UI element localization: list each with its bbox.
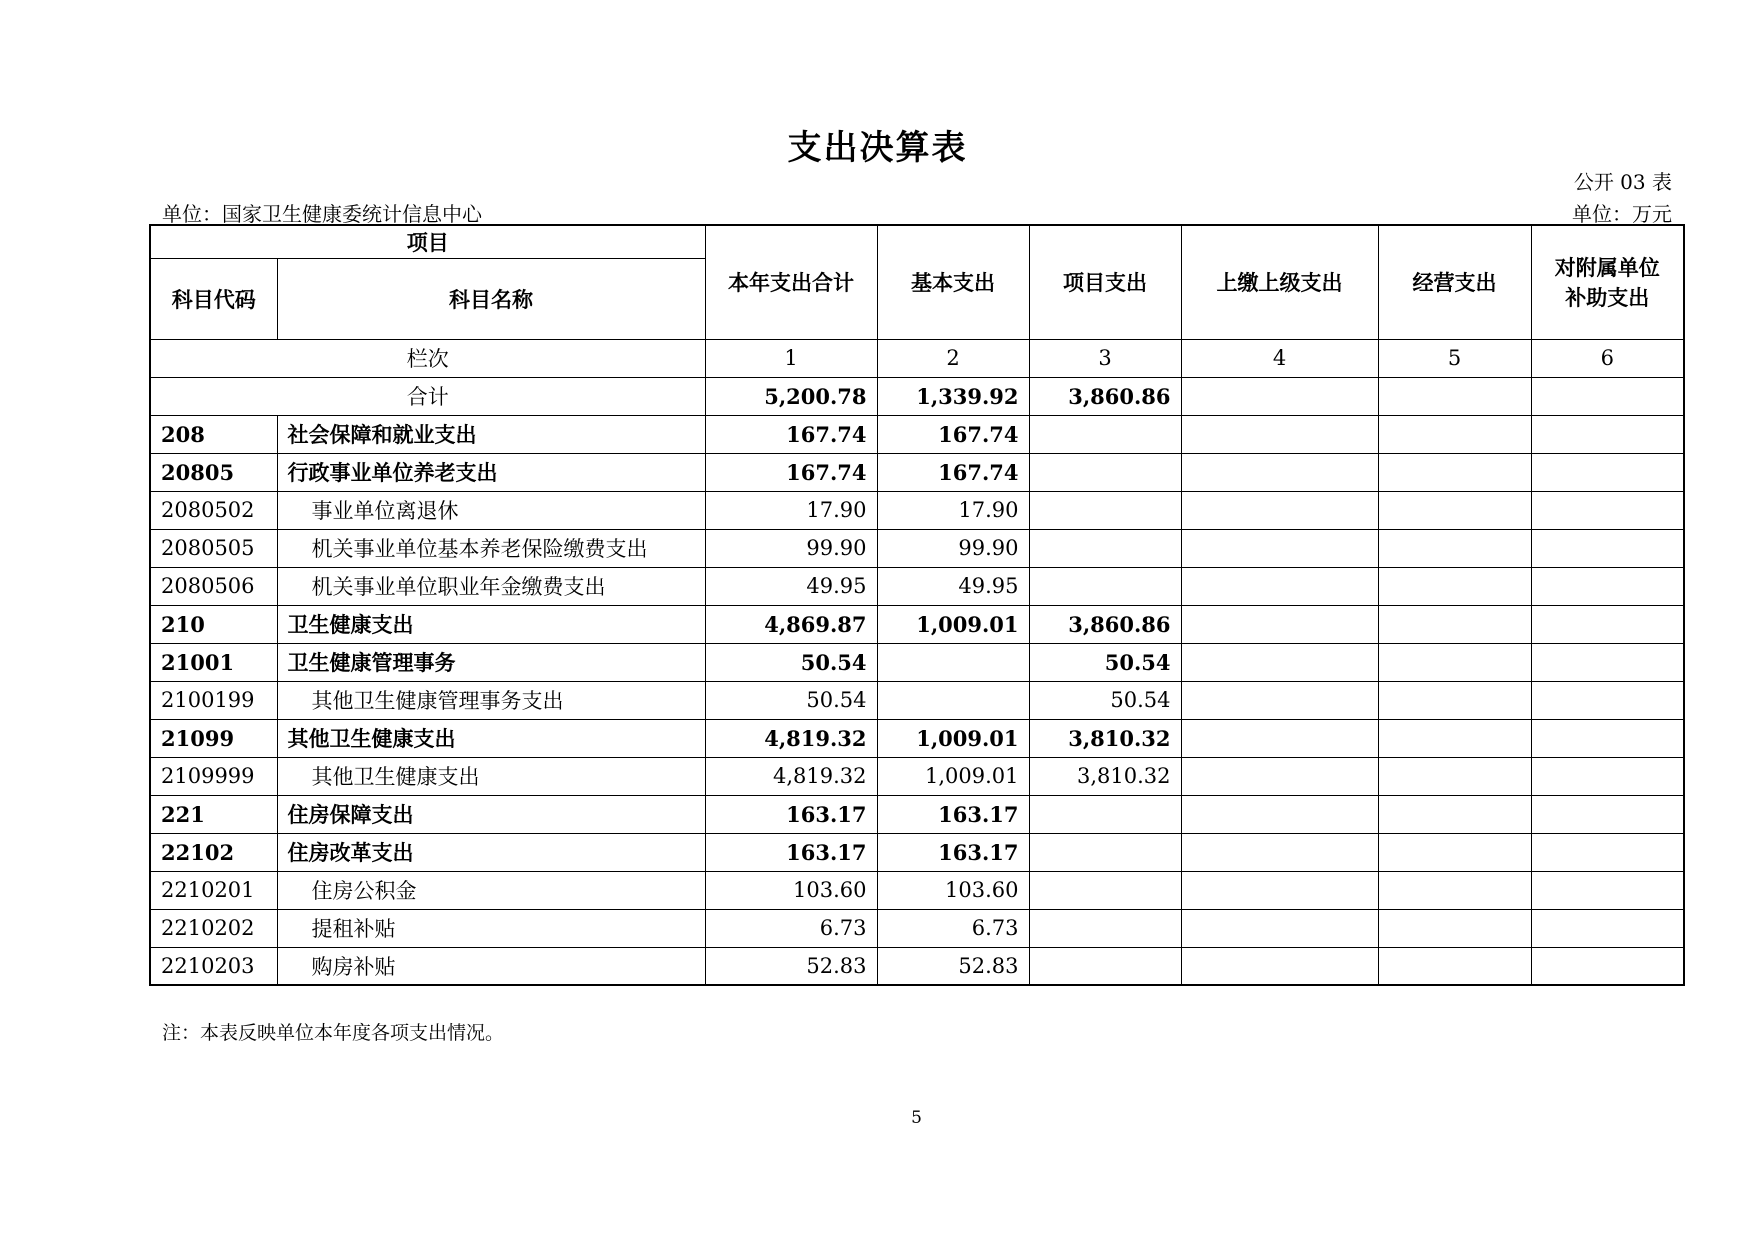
table-row [150, 681, 1684, 719]
amount-cell: 167.74 [705, 415, 877, 453]
header-name: 科目名称 [277, 258, 705, 339]
subject-name: 其他卫生健康管理事务支出 [277, 681, 705, 719]
amount-cell: 4,819.32 [705, 719, 877, 757]
amount-cell: 17.90 [705, 491, 877, 529]
table-row [150, 719, 1684, 757]
amount-cell [1378, 719, 1531, 757]
reporting-unit: 单位：国家卫生健康委统计信息中心 [162, 202, 482, 226]
subject-name: 购房补贴 [277, 947, 705, 985]
amount-cell [1378, 567, 1531, 605]
amount-cell [1531, 719, 1684, 757]
amount-cell [1181, 757, 1378, 795]
amount-cell [877, 643, 1029, 681]
amount-cell: 4,819.32 [705, 757, 877, 795]
amount-cell: 163.17 [877, 833, 1029, 871]
header-business: 经营支出 [1378, 225, 1531, 339]
amount-cell [1029, 833, 1181, 871]
table-row [150, 567, 1684, 605]
amount-cell [1181, 453, 1378, 491]
subject-name: 提租补贴 [277, 909, 705, 947]
amount-cell: 49.95 [705, 567, 877, 605]
column-number-label: 栏次 [150, 339, 705, 377]
amount-cell [1029, 909, 1181, 947]
amount-cell [877, 681, 1029, 719]
amount-cell: 6.73 [877, 909, 1029, 947]
amount-cell [1378, 909, 1531, 947]
total-value: 3,860.86 [1029, 377, 1181, 415]
header-subsidy-line2: 补助支出 [1565, 286, 1650, 311]
currency-unit: 单位：万元 [1572, 202, 1672, 226]
expenditure-table [149, 224, 1685, 986]
amount-cell: 99.90 [877, 529, 1029, 567]
column-number: 4 [1181, 339, 1378, 377]
amount-cell [1181, 947, 1378, 985]
amount-cell [1029, 795, 1181, 833]
table-row [150, 757, 1684, 795]
amount-cell [1531, 833, 1684, 871]
amount-cell [1531, 947, 1684, 985]
total-value: 5,200.78 [705, 377, 877, 415]
amount-cell [1181, 529, 1378, 567]
subject-name: 其他卫生健康支出 [277, 719, 705, 757]
subject-code: 21001 [150, 643, 277, 681]
amount-cell: 99.90 [705, 529, 877, 567]
amount-cell [1029, 567, 1181, 605]
amount-cell: 103.60 [705, 871, 877, 909]
header-project: 项目支出 [1029, 225, 1181, 339]
column-number-row [150, 339, 1684, 377]
amount-cell [1029, 491, 1181, 529]
table-row [150, 947, 1684, 985]
subject-code: 22102 [150, 833, 277, 871]
table-row [150, 415, 1684, 453]
amount-cell [1029, 871, 1181, 909]
column-number: 2 [877, 339, 1029, 377]
table-row [150, 871, 1684, 909]
amount-cell [1531, 909, 1684, 947]
subject-code: 2210202 [150, 909, 277, 947]
subject-code: 2080502 [150, 491, 277, 529]
amount-cell: 50.54 [1029, 681, 1181, 719]
amount-cell [1181, 909, 1378, 947]
total-value: 1,339.92 [877, 377, 1029, 415]
amount-cell: 163.17 [877, 795, 1029, 833]
amount-cell [1531, 871, 1684, 909]
amount-cell [1531, 529, 1684, 567]
total-label: 合计 [150, 377, 705, 415]
amount-cell [1181, 795, 1378, 833]
amount-cell [1378, 681, 1531, 719]
total-value [1378, 377, 1531, 415]
header-total: 本年支出合计 [705, 225, 877, 339]
header-subsidy-line1: 对附属单位 [1554, 256, 1660, 281]
subject-code: 2100199 [150, 681, 277, 719]
column-number: 6 [1531, 339, 1684, 377]
amount-cell: 17.90 [877, 491, 1029, 529]
table-row [150, 795, 1684, 833]
subject-name: 机关事业单位职业年金缴费支出 [277, 567, 705, 605]
amount-cell [1029, 453, 1181, 491]
amount-cell [1531, 415, 1684, 453]
amount-cell: 52.83 [705, 947, 877, 985]
subject-name: 事业单位离退休 [277, 491, 705, 529]
amount-cell: 50.54 [705, 681, 877, 719]
amount-cell [1378, 643, 1531, 681]
amount-cell: 163.17 [705, 795, 877, 833]
subject-code: 2109999 [150, 757, 277, 795]
subject-code: 221 [150, 795, 277, 833]
amount-cell [1378, 871, 1531, 909]
column-number: 1 [705, 339, 877, 377]
amount-cell: 1,009.01 [877, 719, 1029, 757]
table-row [150, 453, 1684, 491]
amount-cell [1378, 605, 1531, 643]
page-title: 支出决算表 [787, 128, 968, 168]
amount-cell [1181, 415, 1378, 453]
amount-cell: 163.17 [705, 833, 877, 871]
amount-cell: 167.74 [877, 453, 1029, 491]
amount-cell [1181, 719, 1378, 757]
amount-cell [1378, 833, 1531, 871]
amount-cell [1531, 605, 1684, 643]
amount-cell [1181, 491, 1378, 529]
subject-code: 2210203 [150, 947, 277, 985]
subject-name: 行政事业单位养老支出 [277, 453, 705, 491]
amount-cell [1029, 529, 1181, 567]
subject-code: 21099 [150, 719, 277, 757]
amount-cell [1531, 453, 1684, 491]
amount-cell [1378, 795, 1531, 833]
subject-code: 2080506 [150, 567, 277, 605]
subject-code: 208 [150, 415, 277, 453]
subject-name: 卫生健康管理事务 [277, 643, 705, 681]
amount-cell: 4,869.87 [705, 605, 877, 643]
amount-cell: 52.83 [877, 947, 1029, 985]
amount-cell [1531, 643, 1684, 681]
amount-cell [1181, 681, 1378, 719]
subject-name: 住房保障支出 [277, 795, 705, 833]
amount-cell: 167.74 [705, 453, 877, 491]
total-value [1181, 377, 1378, 415]
amount-cell [1029, 415, 1181, 453]
amount-cell: 50.54 [1029, 643, 1181, 681]
amount-cell [1378, 529, 1531, 567]
column-number: 5 [1378, 339, 1531, 377]
subject-code: 2080505 [150, 529, 277, 567]
header-item: 项目 [150, 225, 705, 258]
amount-cell: 50.54 [705, 643, 877, 681]
subject-name: 其他卫生健康支出 [277, 757, 705, 795]
table-note: 注：本表反映单位本年度各项支出情况。 [162, 1022, 505, 1044]
form-number: 公开 03 表 [1573, 170, 1672, 194]
amount-cell [1181, 605, 1378, 643]
subject-name: 住房公积金 [277, 871, 705, 909]
amount-cell: 6.73 [705, 909, 877, 947]
amount-cell [1378, 947, 1531, 985]
amount-cell [1181, 833, 1378, 871]
amount-cell [1181, 567, 1378, 605]
subject-name: 社会保障和就业支出 [277, 415, 705, 453]
amount-cell [1378, 757, 1531, 795]
page-number: 5 [911, 1108, 922, 1128]
amount-cell [1378, 453, 1531, 491]
table-row [150, 529, 1684, 567]
amount-cell [1378, 415, 1531, 453]
amount-cell [1181, 871, 1378, 909]
subject-name: 卫生健康支出 [277, 605, 705, 643]
amount-cell: 103.60 [877, 871, 1029, 909]
amount-cell [1531, 491, 1684, 529]
header-upper: 上缴上级支出 [1181, 225, 1378, 339]
amount-cell: 3,810.32 [1029, 719, 1181, 757]
header-basic: 基本支出 [877, 225, 1029, 339]
table-row [150, 643, 1684, 681]
header-code: 科目代码 [150, 258, 277, 339]
subject-name: 住房改革支出 [277, 833, 705, 871]
table-row [150, 491, 1684, 529]
table-row [150, 833, 1684, 871]
subject-code: 210 [150, 605, 277, 643]
total-row [150, 377, 1684, 415]
amount-cell: 3,810.32 [1029, 757, 1181, 795]
subject-code: 20805 [150, 453, 277, 491]
table-row [150, 605, 1684, 643]
column-number: 3 [1029, 339, 1181, 377]
subject-code: 2210201 [150, 871, 277, 909]
subject-name: 机关事业单位基本养老保险缴费支出 [277, 529, 705, 567]
amount-cell [1029, 947, 1181, 985]
amount-cell [1531, 795, 1684, 833]
total-value [1531, 377, 1684, 415]
amount-cell: 3,860.86 [1029, 605, 1181, 643]
table-row [150, 909, 1684, 947]
amount-cell [1378, 491, 1531, 529]
amount-cell: 49.95 [877, 567, 1029, 605]
amount-cell [1181, 643, 1378, 681]
amount-cell [1531, 567, 1684, 605]
amount-cell [1531, 757, 1684, 795]
header-subsidy [1531, 225, 1684, 339]
amount-cell: 167.74 [877, 415, 1029, 453]
amount-cell: 1,009.01 [877, 757, 1029, 795]
amount-cell [1531, 681, 1684, 719]
amount-cell: 1,009.01 [877, 605, 1029, 643]
